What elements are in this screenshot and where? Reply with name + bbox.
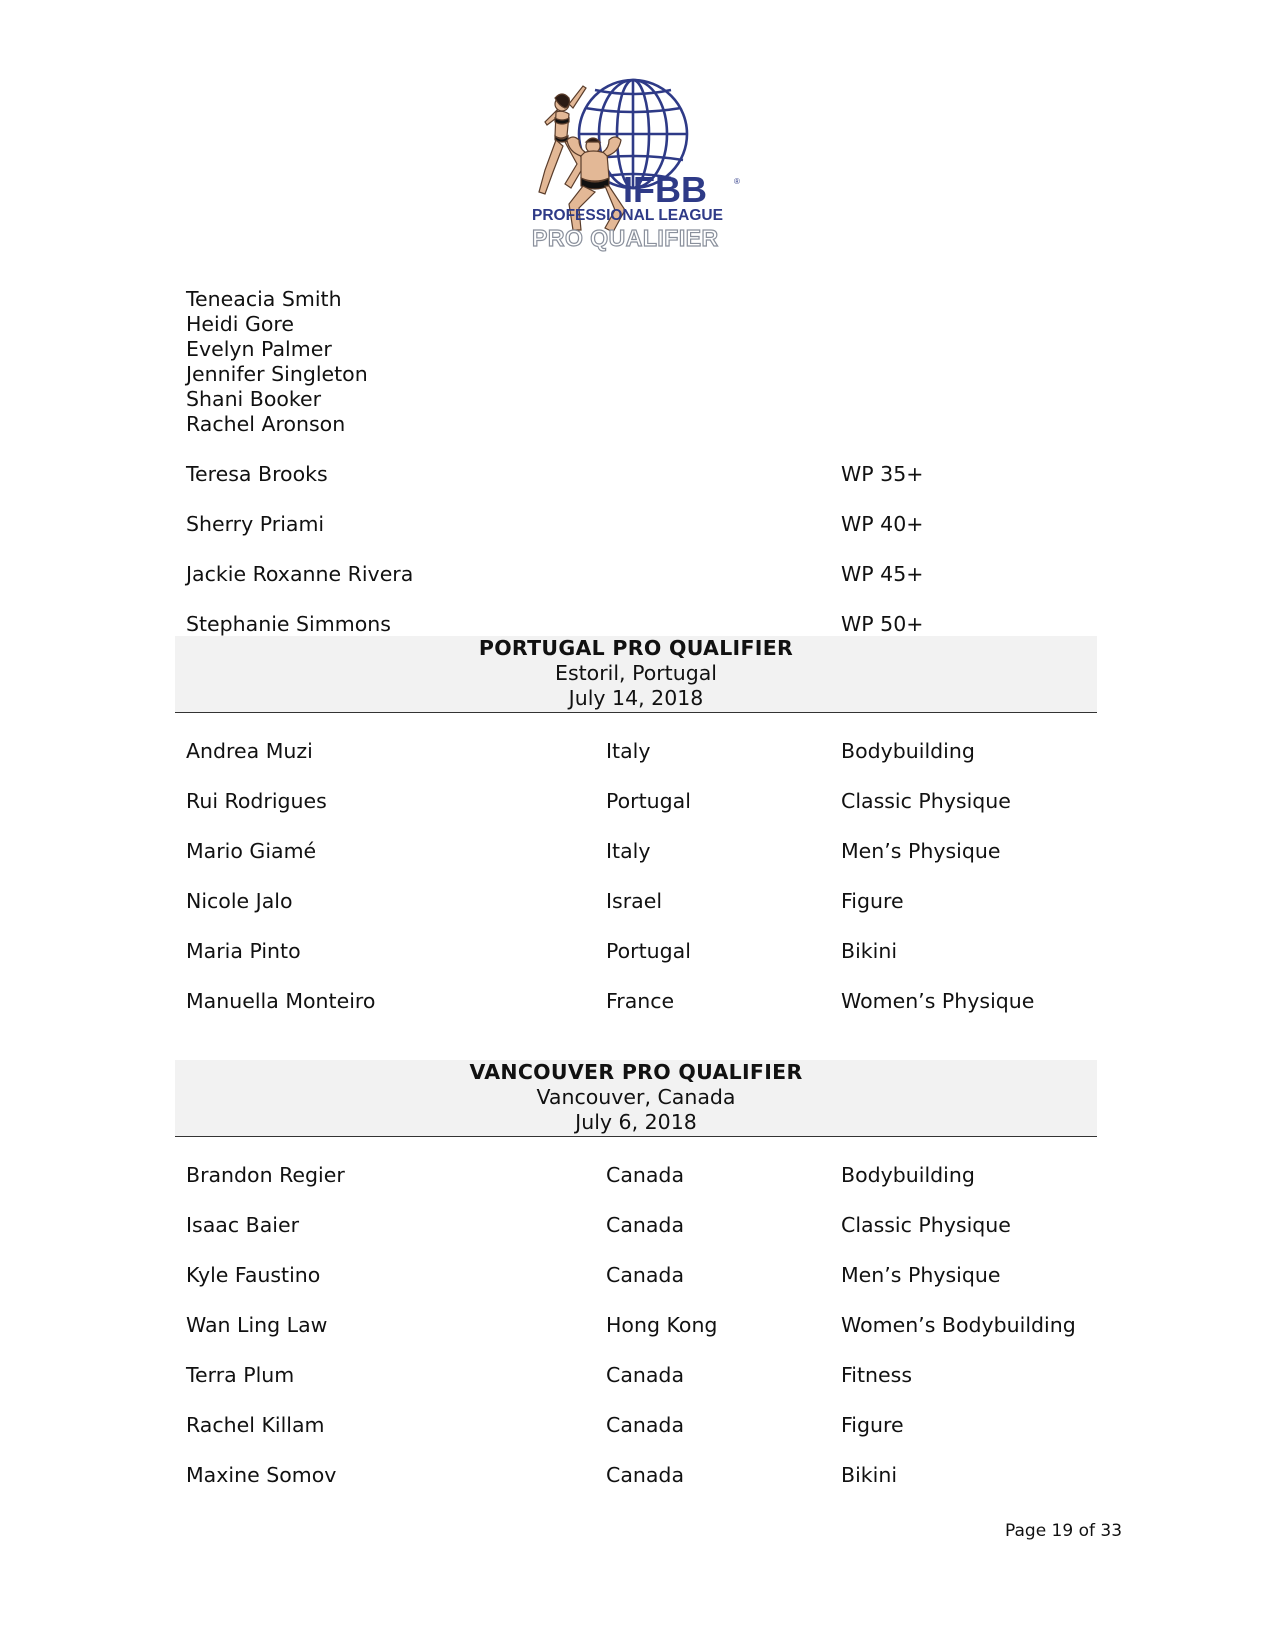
result-row [186, 736, 1096, 766]
athlete-country: Portugal [606, 789, 691, 813]
athlete-name: Teresa Brooks [186, 462, 328, 486]
category: Women’s Bodybuilding [841, 1313, 1076, 1337]
category: Bodybuilding [841, 739, 975, 763]
athlete-country: Canada [606, 1263, 685, 1287]
result-row [186, 986, 1096, 1016]
athlete-country: Canada [606, 1463, 685, 1487]
result-row [186, 1210, 1096, 1240]
athlete-name: Andrea Muzi [186, 739, 313, 763]
athlete-country: Italy [606, 839, 651, 863]
athlete-name: Isaac Baier [186, 1213, 300, 1237]
athlete-name: Manuella Monteiro [186, 989, 376, 1013]
category: Women’s Physique [841, 989, 1035, 1013]
category: WP 35+ [841, 462, 924, 486]
athlete-name: Rachel Killam [186, 1413, 325, 1437]
result-row [186, 509, 1096, 539]
athlete-name: Maria Pinto [186, 939, 301, 963]
logo-wordmark [532, 169, 740, 251]
athlete-name: Stephanie Simmons [186, 612, 391, 636]
section-location: Estoril, Portugal [555, 661, 717, 685]
athlete-country: Canada [606, 1363, 685, 1387]
continued-name: Jennifer Singleton [186, 362, 368, 386]
category: WP 45+ [841, 562, 924, 586]
athlete-name: Terra Plum [186, 1363, 295, 1387]
continued-name: Rachel Aronson [186, 412, 346, 436]
athlete-country: Portugal [606, 939, 691, 963]
vancouver-section-header [175, 1060, 1097, 1137]
category: Classic Physique [841, 1213, 1011, 1237]
category: Bodybuilding [841, 1163, 975, 1187]
result-row [186, 1260, 1096, 1290]
athlete-name: Wan Ling Law [186, 1313, 328, 1337]
result-row [186, 886, 1096, 916]
result-row [186, 609, 1096, 639]
category: Men’s Physique [841, 839, 1001, 863]
category: Bikini [841, 939, 898, 963]
continued-name: Teneacia Smith [186, 287, 342, 311]
logo-registered-mark: ® [734, 177, 740, 186]
athlete-name: Mario Giamé [186, 839, 317, 863]
category: Men’s Physique [841, 1263, 1001, 1287]
result-row [186, 786, 1096, 816]
category: Fitness [841, 1363, 912, 1387]
result-row [186, 559, 1096, 589]
athlete-country: Canada [606, 1213, 685, 1237]
result-row [186, 836, 1096, 866]
logo-line3: PRO QUALIFIER [532, 225, 719, 251]
athlete-country: Hong Kong [606, 1313, 718, 1337]
section-location: Vancouver, Canada [536, 1085, 736, 1109]
athlete-country: Canada [606, 1413, 685, 1437]
continued-name: Shani Booker [186, 387, 322, 411]
result-row [186, 1360, 1096, 1390]
category: Classic Physique [841, 789, 1011, 813]
logo-line1: IFBB [623, 169, 707, 210]
athlete-name: Brandon Regier [186, 1163, 345, 1187]
athlete-country: Israel [606, 889, 663, 913]
result-row [186, 1410, 1096, 1440]
category: Bikini [841, 1463, 898, 1487]
athlete-name: Kyle Faustino [186, 1263, 321, 1287]
section-date: July 14, 2018 [568, 686, 704, 710]
category: Figure [841, 889, 904, 913]
ifbb-logo-graphic [525, 74, 755, 254]
section-title: PORTUGAL PRO QUALIFIER [478, 636, 794, 660]
category: WP 50+ [841, 612, 924, 636]
athlete-name: Rui Rodrigues [186, 789, 327, 813]
category: WP 40+ [841, 512, 924, 536]
athlete-name: Maxine Somov [186, 1463, 337, 1487]
continued-name: Heidi Gore [186, 312, 294, 336]
result-row [186, 936, 1096, 966]
section-title: VANCOUVER PRO QUALIFIER [469, 1060, 803, 1084]
result-row [186, 1160, 1096, 1190]
continued-name: Evelyn Palmer [186, 337, 332, 361]
athlete-country: Italy [606, 739, 651, 763]
ifbb-logo [525, 74, 755, 254]
section-date: July 6, 2018 [575, 1110, 697, 1134]
athlete-name: Nicole Jalo [186, 889, 293, 913]
result-row [186, 1310, 1096, 1340]
athlete-country: France [606, 989, 675, 1013]
result-row [186, 459, 1096, 489]
result-row [186, 1460, 1096, 1490]
athlete-name: Jackie Roxanne Rivera [186, 562, 414, 586]
athlete-name: Sherry Priami [186, 512, 325, 536]
category: Figure [841, 1413, 904, 1437]
portugal-section-header [175, 636, 1097, 713]
logo-line2: PROFESSIONAL LEAGUE [532, 207, 723, 224]
page-number: Page 19 of 33 [1005, 1521, 1123, 1541]
athlete-country: Canada [606, 1163, 685, 1187]
